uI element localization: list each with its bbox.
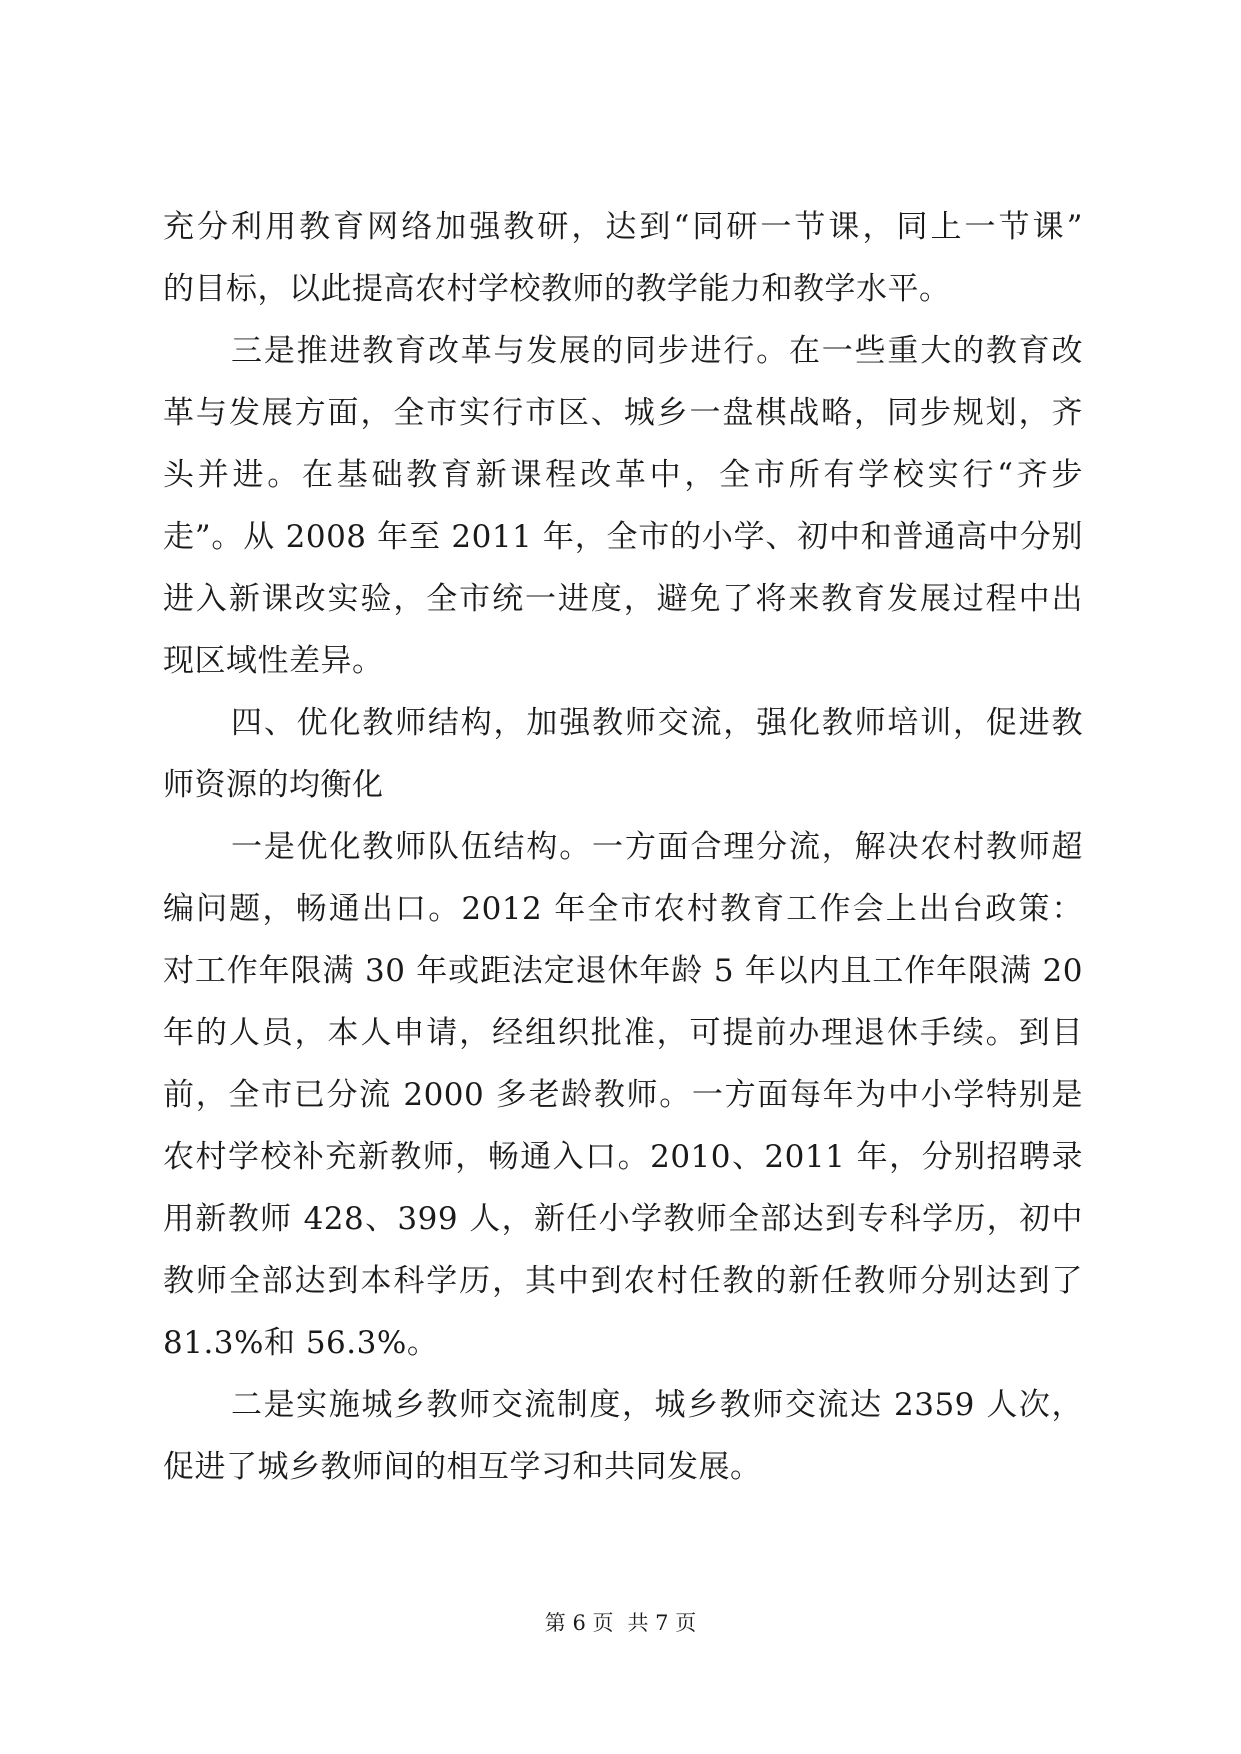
text-line: 农村学校补充新教师，畅通入口。2010、2011 年，分别招聘录 bbox=[163, 1139, 1083, 1175]
paragraph-1 bbox=[163, 196, 1083, 320]
text-line: 三是推进教育改革与发展的同步进行。在一些重大的教育改 bbox=[231, 333, 1083, 369]
text-line: 四、优化教师结构，加强教师交流，强化教师培训，促进教 bbox=[231, 705, 1083, 741]
body-text bbox=[163, 196, 1083, 1498]
paragraph-4 bbox=[163, 816, 1083, 1374]
page-number: 第 6 页 bbox=[544, 1611, 614, 1635]
text-line: 的目标，以此提高农村学校教师的教学能力和教学水平。 bbox=[163, 271, 951, 307]
text-line: 师资源的均衡化 bbox=[163, 767, 384, 803]
paragraph-5 bbox=[163, 1374, 1083, 1498]
text-line: 前，全市已分流 2000 多老龄教师。一方面每年为中小学特别是 bbox=[163, 1077, 1083, 1113]
page-total: 共 7 页 bbox=[627, 1611, 697, 1635]
section-heading bbox=[163, 692, 1083, 816]
text-line: 革与发展方面，全市实行市区、城乡一盘棋战略，同步规划，齐 bbox=[163, 395, 1083, 431]
text-line: 年的人员，本人申请，经组织批准，可提前办理退休手续。到目 bbox=[163, 1015, 1083, 1051]
text-line: 走”。从 2008 年至 2011 年，全市的小学、初中和普通高中分别 bbox=[163, 519, 1083, 555]
text-line: 促进了城乡教师间的相互学习和共同发展。 bbox=[163, 1449, 762, 1485]
text-line: 充分利用教育网络加强教研，达到“同研一节课，同上一节课” bbox=[163, 209, 1083, 245]
text-line: 81.3%和 56.3%。 bbox=[163, 1325, 439, 1361]
page-footer bbox=[0, 1608, 1241, 1638]
text-line: 二是实施城乡教师交流制度，城乡教师交流达 2359 人次， bbox=[231, 1387, 1083, 1423]
text-line: 头并进。在基础教育新课程改革中，全市所有学校实行“齐步 bbox=[163, 457, 1083, 493]
text-line: 一是优化教师队伍结构。一方面合理分流，解决农村教师超 bbox=[231, 829, 1083, 865]
text-line: 教师全部达到本科学历，其中到农村任教的新任教师分别达到了 bbox=[163, 1263, 1083, 1299]
text-line: 对工作年限满 30 年或距法定退休年龄 5 年以内且工作年限满 20 bbox=[163, 953, 1083, 989]
text-line: 进入新课改实验，全市统一进度，避免了将来教育发展过程中出 bbox=[163, 581, 1083, 617]
text-line: 编问题，畅通出口。2012 年全市农村教育工作会上出台政策： bbox=[163, 891, 1083, 927]
paragraph-2 bbox=[163, 320, 1083, 692]
text-line: 现区域性差异。 bbox=[163, 643, 384, 679]
text-line: 用新教师 428、399 人，新任小学教师全部达到专科学历，初中 bbox=[163, 1201, 1083, 1237]
